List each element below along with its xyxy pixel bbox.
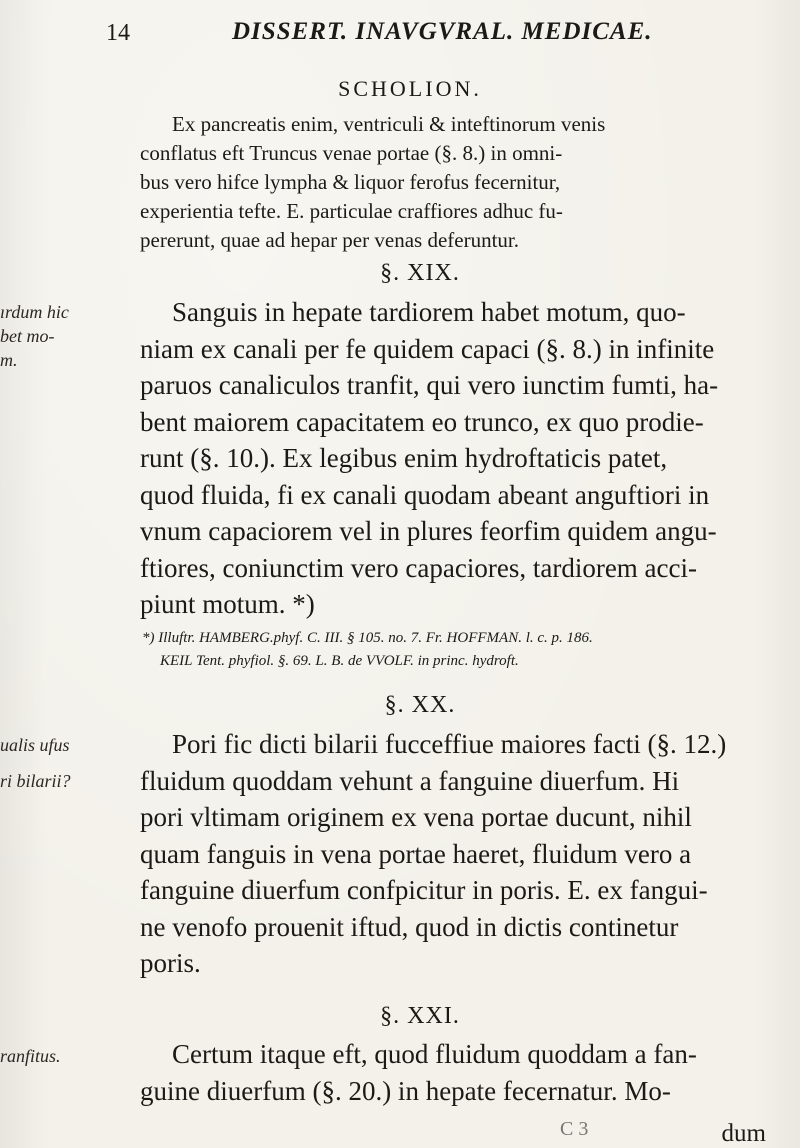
footnote: [142, 627, 770, 673]
scholion-title: SCHOLION.: [338, 76, 482, 101]
margin-note-line: ırdum hic: [0, 302, 69, 322]
section-20-heading: §. XX.: [384, 692, 456, 718]
running-head: DISSERT. INAVGVRAL. MEDICAE.: [232, 18, 653, 45]
scholion-line: pererunt, quae ad hepar per venas deferuntur.: [140, 228, 519, 252]
footnote-line: *) Illuftr. HAMBERG.phyf. C. III. § 105. no. 7. Fr. HOFFMAN. l. c. p. 186.: [142, 630, 593, 646]
margin-note-line: ri bilarii?: [0, 771, 71, 791]
text-line: ne venofo prouenit iftud, quod in dictis continetur: [140, 911, 679, 942]
section-21-text: [140, 1036, 770, 1109]
scholion-line: conflatus eft Truncus venae portae (§. 8.) in omni-: [140, 141, 563, 165]
section-20-text: [140, 726, 770, 982]
text-line: pori vltimam originem ex vena portae ducunt, nihil: [140, 802, 692, 832]
margin-note-line: ranfitus.: [0, 1046, 61, 1066]
text-line: fluidum quoddam vehunt a fanguine diuerfum. Hi: [140, 765, 680, 796]
text-line: piunt motum. *): [140, 589, 315, 619]
text-line: niam ex canali per fe quidem capaci (§. 8.) in infinite: [140, 333, 715, 364]
margin-note-21: [0, 1044, 88, 1068]
section-19-text: [140, 294, 770, 623]
margin-note-line: m.: [0, 350, 18, 370]
signature-mark: C 3: [560, 1118, 589, 1140]
text-line: poris.: [140, 948, 201, 978]
catchword: dum: [721, 1120, 766, 1147]
text-line: paruos canaliculos tranfit, qui vero iunctim fumti, ha-: [140, 370, 719, 400]
page-header: [106, 14, 760, 54]
text-line: quam fanguis in vena portae haeret, fluidum vero a: [140, 838, 692, 869]
scholion-text: [140, 110, 760, 255]
text-line: Sanguis in hepate tardiorem habet motum, quo-: [172, 297, 686, 327]
text-line: runt (§. 10.). Ex legibus enim hydroftaticis patet,: [140, 443, 668, 473]
text-line: ftiores, coniunctim vero capaciores, tardiorem acci-: [140, 552, 697, 583]
text-line: quod fluida, fi ex canali quodam abeant anguftiori in: [140, 479, 710, 510]
text-line: guine diuerfum (§. 20.) in hepate fecernatur. Mo-: [140, 1075, 671, 1106]
page-number: 14: [106, 20, 130, 46]
scholion-line: experientia tefte. E. particulae craffiores adhuc fu-: [140, 199, 563, 223]
text-line: vnum capaciorem vel in plures feorfim quidem angu-: [140, 516, 717, 546]
text-line: bent maiorem capacitatem eo trunco, ex quo prodie-: [140, 406, 704, 437]
text-line: Certum itaque eft, quod fluidum quoddam a fan-: [172, 1039, 697, 1069]
margin-note-19: [0, 300, 88, 372]
footnote-line: KEIL Tent. phyfiol. §. 69. L. B. de VVOLF. in princ. hydroft.: [160, 653, 519, 669]
text-line: Pori fic dicti bilarii fucceffiue maiores facti (§. 12.): [172, 729, 727, 759]
scholion-line: Ex pancreatis enim, ventriculi & inteftinorum venis: [172, 112, 606, 136]
scholion-line: bus vero hifce lympha & liquor ferofus fecernitur,: [140, 170, 561, 194]
section-21-heading: §. XXI.: [380, 1003, 460, 1029]
margin-note-20: [0, 733, 88, 793]
text-line: fanguine diuerfum confpicitur in poris. E. ex fangui-: [140, 875, 708, 905]
margin-note-line: bet mo-: [0, 326, 55, 346]
margin-note-line: ualis ufus: [0, 735, 70, 755]
section-19-heading: §. XIX.: [380, 260, 460, 286]
